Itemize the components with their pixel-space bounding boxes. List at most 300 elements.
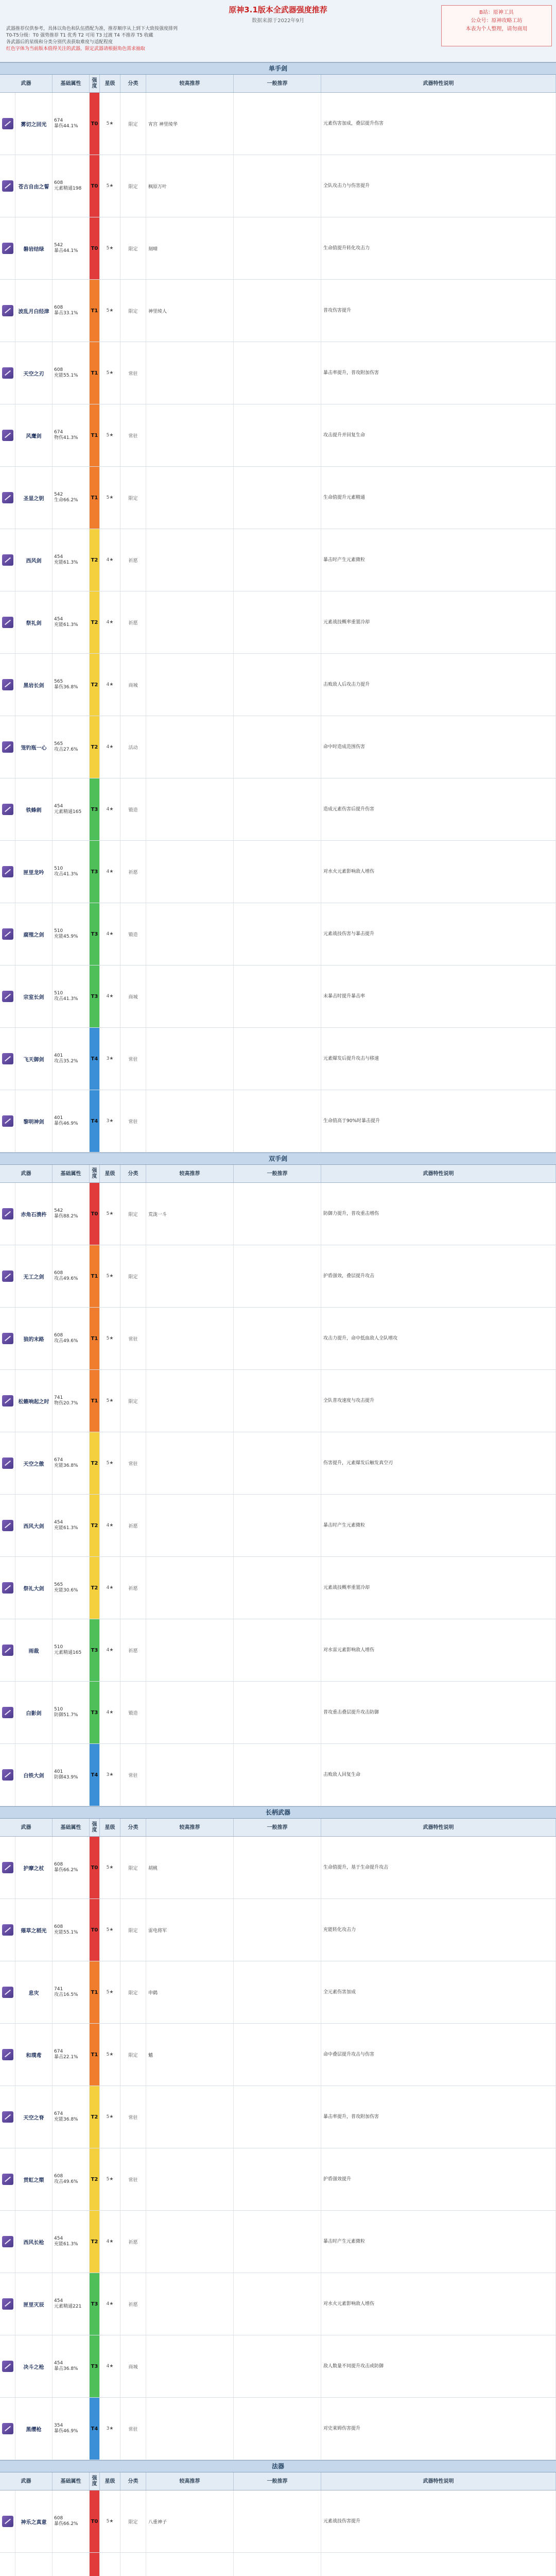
weapon-row	[0, 903, 556, 965]
weapon-icon-cell	[0, 1557, 15, 1619]
column-header-cell: 较高推荐	[146, 1165, 234, 1182]
weapon-icon-cell	[0, 2211, 15, 2273]
tier-badge: T3	[90, 2273, 100, 2335]
source-category: 常驻	[120, 1744, 146, 1806]
weapon-note: 元素战技概率重置冷却	[321, 1557, 556, 1619]
weapon-icon	[2, 2361, 13, 2372]
weapon-stats	[53, 2086, 90, 2148]
weapon-stat: 608	[54, 1862, 63, 1867]
weapon-icon	[2, 243, 13, 254]
weapon-name: 护摩之杖	[15, 1837, 53, 1899]
recommend-normal	[234, 2335, 321, 2397]
weapon-icon-cell	[0, 778, 15, 840]
tier-badge: T3	[90, 778, 100, 840]
weapon-row	[0, 591, 556, 654]
tier-badge: T2	[90, 1432, 100, 1494]
tier-badge: T1	[90, 280, 100, 342]
recommend-normal	[234, 2273, 321, 2335]
weapon-row	[0, 2211, 556, 2273]
page-title: 原神3.1版本全武器强度推荐	[229, 5, 327, 14]
weapon-row	[0, 467, 556, 529]
weapon-stats	[53, 1370, 90, 1432]
source-category: 祈愿	[120, 2211, 146, 2273]
recommend-high	[146, 342, 234, 404]
source-category: 限定	[120, 217, 146, 279]
weapon-stat: 608	[54, 2516, 63, 2521]
recommend-normal	[234, 2398, 321, 2460]
source-category: 限定	[120, 467, 146, 529]
recommend-high: 荒泷一斗	[146, 1183, 234, 1245]
tier-badge: T1	[90, 1961, 100, 2023]
weapon-name: 西风长枪	[15, 2211, 53, 2273]
weapon-stats	[53, 1557, 90, 1619]
recommend-normal	[234, 1308, 321, 1369]
weapon-icon-cell	[0, 2335, 15, 2397]
weapon-row	[0, 2148, 556, 2211]
weapon-stats	[53, 1619, 90, 1681]
weapon-stat: 741	[54, 1395, 63, 1400]
recommend-normal	[234, 1682, 321, 1743]
weapon-icon	[2, 804, 13, 815]
weapon-icon	[2, 1458, 13, 1469]
weapon-row	[0, 716, 556, 778]
tier-badge: T2	[90, 654, 100, 716]
recommend-normal	[234, 1557, 321, 1619]
source-category: 常驻	[120, 2086, 146, 2148]
header	[0, 0, 556, 62]
source-category: 限定	[120, 155, 146, 217]
source-category: 限定	[120, 1837, 146, 1899]
weapon-note: 暴击率提升，普攻附加伤害	[321, 342, 556, 404]
tier-badge: T3	[90, 965, 100, 1027]
weapon-stat: 攻击16.5%	[54, 1992, 78, 1997]
weapon-icon-cell	[0, 1090, 15, 1152]
author-box	[441, 5, 552, 46]
weapon-icon-cell	[0, 1682, 15, 1743]
recommend-normal	[234, 1837, 321, 1899]
recommend-normal	[234, 342, 321, 404]
weapon-stat: 充能30.6%	[54, 1588, 78, 1593]
star-rating: 5★	[100, 93, 120, 155]
column-header-cell: 武器	[0, 1819, 53, 1836]
recommend-high	[146, 1682, 234, 1743]
column-header-cell: 武器特性说明	[321, 1165, 556, 1182]
weapon-row	[0, 1495, 556, 1557]
weapon-name: 铁蜂刺	[15, 778, 53, 840]
recommend-high: 宵宫 神里绫华	[146, 93, 234, 155]
weapon-note: 暴击时产生元素微粒	[321, 529, 556, 591]
weapon-row	[0, 965, 556, 1028]
weapon-row	[0, 1837, 556, 1899]
weapon-row	[0, 404, 556, 467]
weapon-name: 腐殖之剑	[15, 903, 53, 965]
weapon-icon	[2, 1115, 13, 1127]
weapon-stat: 608	[54, 180, 63, 185]
weapon-stats	[53, 1899, 90, 1961]
weapon-name: 神乐之真意	[15, 2490, 53, 2552]
recommend-normal	[234, 1619, 321, 1681]
weapon-note: 全队普攻速度与攻击提升	[321, 1370, 556, 1432]
weapon-name	[15, 2553, 53, 2576]
star-rating: 4★	[100, 1682, 120, 1743]
weapon-stat: 674	[54, 2049, 63, 2054]
weapon-row	[0, 1432, 556, 1495]
weapon-row	[0, 2335, 556, 2398]
star-rating: 5★	[100, 2490, 120, 2552]
weapon-icon	[2, 2516, 13, 2527]
weapon-icon	[2, 1208, 13, 1219]
source-category: 限定	[120, 2490, 146, 2552]
column-header	[0, 2472, 556, 2490]
weapon-stat: 攻击49.6%	[54, 1276, 78, 1281]
weapon-note: 生命值提升转化攻击力	[321, 217, 556, 279]
tier-badge: T0	[90, 2490, 100, 2552]
weapon-stat: 608	[54, 2174, 63, 2179]
weapon-stat: 防御51.7%	[54, 1713, 78, 1718]
weapon-stat: 元素精通221	[54, 2304, 82, 2309]
weapon-name: 风鹰剑	[15, 404, 53, 466]
column-header-cell: 分类	[120, 2472, 146, 2490]
tier-badge: T1	[90, 1370, 100, 1432]
column-header-cell: 强度	[90, 1819, 100, 1836]
tier-badge: T0	[90, 155, 100, 217]
weapon-stat: 454	[54, 804, 63, 809]
weapon-stat: 401	[54, 1115, 63, 1121]
column-header-cell: 较高推荐	[146, 1819, 234, 1836]
weapon-stat: 攻击41.3%	[54, 996, 78, 1002]
weapon-tables	[0, 62, 556, 2576]
weapon-row	[0, 1899, 556, 1961]
tier-badge: T1	[90, 467, 100, 529]
recommend-normal	[234, 280, 321, 342]
weapon-icon-cell	[0, 2553, 15, 2576]
weapon-stat: 暴伤46.9%	[54, 2429, 78, 2434]
weapon-icon-cell	[0, 1245, 15, 1307]
recommend-high: 枫原万叶	[146, 155, 234, 217]
weapon-stats	[53, 217, 90, 279]
star-rating: 3★	[100, 2398, 120, 2460]
weapon-row	[0, 1744, 556, 1806]
weapon-name: 白铁大剑	[15, 1744, 53, 1806]
weapon-name: 笼钓瓶一心	[15, 716, 53, 778]
weapon-stats	[53, 1090, 90, 1152]
source-category: 常驻	[120, 1308, 146, 1369]
weapon-section	[0, 1806, 556, 2460]
weapon-note: 全元素伤害加成	[321, 1961, 556, 2023]
recommend-high	[146, 404, 234, 466]
weapon-name: 宗室长剑	[15, 965, 53, 1027]
weapon-note: 对水雷元素影响敌人增伤	[321, 1619, 556, 1681]
weapon-stats	[53, 778, 90, 840]
weapon-icon	[2, 1924, 13, 1936]
weapon-row	[0, 841, 556, 903]
weapon-stats	[53, 2211, 90, 2273]
weapon-icon	[2, 2174, 13, 2185]
weapon-note: 普攻重击叠层提升攻击防御	[321, 1682, 556, 1743]
weapon-stats	[53, 1183, 90, 1245]
weapon-note: 暴击率提升，普攻附加伤害	[321, 2086, 556, 2148]
weapon-stats	[53, 2398, 90, 2460]
weapon-stat: 510	[54, 866, 63, 871]
weapon-name: 匣里龙吟	[15, 841, 53, 903]
weapon-stats	[53, 1837, 90, 1899]
weapon-row	[0, 1308, 556, 1370]
weapon-stat: 攻击49.6%	[54, 1338, 78, 1344]
weapon-stat: 暴伤36.8%	[54, 685, 78, 690]
recommend-high	[146, 1308, 234, 1369]
weapon-icon-cell	[0, 2086, 15, 2148]
recommend-high	[146, 841, 234, 903]
weapon-stats	[53, 93, 90, 155]
weapon-stat: 元素精通198	[54, 186, 82, 191]
recommend-normal	[234, 93, 321, 155]
weapon-stat: 741	[54, 1987, 63, 1992]
recommend-normal	[234, 404, 321, 466]
weapon-icon	[2, 1053, 13, 1064]
column-header-cell: 较高推荐	[146, 75, 234, 92]
weapon-stat: 物伤41.3%	[54, 435, 78, 440]
star-rating: 5★	[100, 1837, 120, 1899]
column-header-cell: 星级	[100, 75, 120, 92]
weapon-stat: 674	[54, 1458, 63, 1463]
recommend-normal	[234, 1028, 321, 1090]
weapon-icon-cell	[0, 1370, 15, 1432]
tier-badge: T1	[90, 342, 100, 404]
recommend-normal	[234, 155, 321, 217]
weapon-note: 护盾强效，叠层提升攻击	[321, 1245, 556, 1307]
weapon-stats	[53, 903, 90, 965]
source-category: 限定	[120, 280, 146, 342]
weapon-name: 祭礼大剑	[15, 1557, 53, 1619]
weapon-stat: 674	[54, 430, 63, 435]
recommend-high: 魈	[146, 2024, 234, 2086]
weapon-icon-cell	[0, 1837, 15, 1899]
weapon-icon	[2, 1987, 13, 1998]
weapon-icon	[2, 1333, 13, 1344]
recommend-high	[146, 654, 234, 716]
weapon-icon-cell	[0, 1495, 15, 1556]
weapon-row	[0, 93, 556, 155]
star-rating: 4★	[100, 2211, 120, 2273]
weapon-stat: 608	[54, 1924, 63, 1929]
weapon-note: 敌人数量不同提升攻击或防御	[321, 2335, 556, 2397]
weapon-icon	[2, 1862, 13, 1873]
weapon-icon-cell	[0, 1028, 15, 1090]
weapon-name: 息灾	[15, 1961, 53, 2023]
star-rating: 5★	[100, 1899, 120, 1961]
author-line: 公众号：原神攻略工坊	[471, 18, 523, 24]
weapon-note: 击败敌人回复生命	[321, 1744, 556, 1806]
weapon-stat: 元素精通165	[54, 1650, 82, 1655]
recommend-high	[146, 591, 234, 653]
weapon-stat: 充能36.8%	[54, 2117, 78, 2122]
recommend-high	[146, 2398, 234, 2460]
recommend-high	[146, 1245, 234, 1307]
column-header-cell: 一般推荐	[234, 1165, 321, 1182]
column-header-cell: 武器特性说明	[321, 1819, 556, 1836]
weapon-row	[0, 342, 556, 404]
column-header-cell: 强度	[90, 75, 100, 92]
tier-badge: T3	[90, 1682, 100, 1743]
weapon-icon-cell	[0, 1619, 15, 1681]
recommend-high	[146, 2211, 234, 2273]
recommend-high	[146, 1028, 234, 1090]
recommend-high	[146, 1619, 234, 1681]
recommend-high: 八重神子	[146, 2490, 234, 2552]
weapon-note: 未暴击时提升暴击率	[321, 965, 556, 1027]
weapon-note: 普攻伤害提升	[321, 280, 556, 342]
weapon-stat: 暴伤66.2%	[54, 2521, 78, 2527]
weapon-row	[0, 2273, 556, 2335]
recommend-normal	[234, 1090, 321, 1152]
weapon-stat: 608	[54, 367, 63, 372]
weapon-stat: 565	[54, 679, 63, 684]
note-line: 各武器后的星级和分类分别代表获取难度与适配程度	[6, 40, 113, 45]
weapon-stats	[53, 2553, 90, 2576]
weapon-name: 波乱月白经津	[15, 280, 53, 342]
weapon-icon	[2, 741, 13, 753]
source-category: 限定	[120, 2024, 146, 2086]
weapon-stats	[53, 1028, 90, 1090]
column-header-cell: 基础属性	[53, 2472, 90, 2490]
star-rating: 5★	[100, 404, 120, 466]
weapon-row	[0, 654, 556, 716]
recommend-high: 神里绫人	[146, 280, 234, 342]
weapon-icon-cell	[0, 404, 15, 466]
weapon-icon	[2, 679, 13, 690]
source-category: 商城	[120, 965, 146, 1027]
recommend-normal	[234, 2490, 321, 2552]
weapon-note: 对水火元素影响敌人增伤	[321, 2273, 556, 2335]
tier-badge: T3	[90, 841, 100, 903]
source-category: 祈愿	[120, 841, 146, 903]
weapon-icon-cell	[0, 217, 15, 279]
star-rating: 5★	[100, 1432, 120, 1494]
weapon-icon	[2, 991, 13, 1002]
weapon-icon-cell	[0, 654, 15, 716]
star-rating: 4★	[100, 529, 120, 591]
column-header-cell: 一般推荐	[234, 2472, 321, 2490]
weapon-stats	[53, 1495, 90, 1556]
weapon-stat: 暴伤46.9%	[54, 1121, 78, 1126]
column-header-cell: 较高推荐	[146, 2472, 234, 2490]
weapon-icon-cell	[0, 716, 15, 778]
weapon-icon	[2, 617, 13, 628]
weapon-stats	[53, 654, 90, 716]
weapon-name: 决斗之枪	[15, 2335, 53, 2397]
weapon-icon-cell	[0, 467, 15, 529]
note-line: 武器推荐仅供参考，具体以角色和队伍搭配为准，推荐顺序从上到下大致按强度排列	[6, 26, 178, 31]
source-category: 常驻	[120, 2398, 146, 2460]
weapon-icon-cell	[0, 903, 15, 965]
star-rating: 5★	[100, 342, 120, 404]
recommend-normal	[234, 2148, 321, 2210]
tier-badge: T2	[90, 591, 100, 653]
tier-badge: T4	[90, 1028, 100, 1090]
weapon-section	[0, 2460, 556, 2576]
weapon-stats	[53, 2335, 90, 2397]
weapon-note: 暴击时产生元素微粒	[321, 1495, 556, 1556]
weapon-note: 攻击力提升，命中低血敌人全队增攻	[321, 1308, 556, 1369]
weapon-stat: 攻击41.3%	[54, 872, 78, 877]
weapon-stat: 暴伤44.1%	[54, 124, 78, 129]
column-header-cell: 武器	[0, 75, 53, 92]
tier-badge: T0	[90, 217, 100, 279]
source-category: 锻造	[120, 903, 146, 965]
weapon-stat: 元素精通165	[54, 809, 82, 815]
weapon-row	[0, 1619, 556, 1682]
tier-badge: T3	[90, 903, 100, 965]
weapon-name: 西风大剑	[15, 1495, 53, 1556]
weapon-stats	[53, 342, 90, 404]
star-rating: 5★	[100, 1308, 120, 1369]
star-rating: 4★	[100, 654, 120, 716]
weapon-stat: 物伤20.7%	[54, 1401, 78, 1406]
weapon-icon	[2, 1582, 13, 1594]
weapon-stat: 674	[54, 2111, 63, 2116]
weapon-note: 护盾强效提升	[321, 2148, 556, 2210]
weapon-stats	[53, 1432, 90, 1494]
recommend-high	[146, 1090, 234, 1152]
weapon-icon	[2, 1645, 13, 1656]
weapon-icon	[2, 928, 13, 940]
weapon-note: 对水火元素影响敌人增伤	[321, 841, 556, 903]
recommend-normal	[234, 591, 321, 653]
weapon-name: 和璞鸢	[15, 2024, 53, 2086]
tier-badge: T1	[90, 1308, 100, 1369]
column-header-cell: 强度	[90, 1165, 100, 1182]
weapon-name: 苍古自由之誓	[15, 155, 53, 217]
recommend-high	[146, 2086, 234, 2148]
column-header-cell: 强度	[90, 2472, 100, 2490]
weapon-row	[0, 1183, 556, 1245]
weapon-stat: 401	[54, 1053, 63, 1058]
column-header-cell: 基础属性	[53, 1819, 90, 1836]
tier-badge: T0	[90, 1183, 100, 1245]
source-category	[120, 2553, 146, 2576]
star-rating: 5★	[100, 1370, 120, 1432]
recommend-high	[146, 1744, 234, 1806]
star-rating: 5★	[100, 2148, 120, 2210]
weapon-icon	[2, 2111, 13, 2123]
recommend-normal	[234, 903, 321, 965]
weapon-stats	[53, 1744, 90, 1806]
weapon-icon-cell	[0, 529, 15, 591]
weapon-note: 击败敌人后攻击力提升	[321, 654, 556, 716]
recommend-normal	[234, 1899, 321, 1961]
recommend-high	[146, 2335, 234, 2397]
tier-badge: T1	[90, 2024, 100, 2086]
source-category: 祈愿	[120, 529, 146, 591]
weapon-stats	[53, 404, 90, 466]
weapon-stat: 充能36.8%	[54, 1463, 78, 1468]
weapon-stats	[53, 280, 90, 342]
weapon-note: 伤害提升，元素爆发后触发真空刃	[321, 1432, 556, 1494]
weapon-stats	[53, 2490, 90, 2552]
star-rating: 5★	[100, 2024, 120, 2086]
weapon-icon-cell	[0, 841, 15, 903]
weapon-name: 天空之刃	[15, 342, 53, 404]
weapon-icon-cell	[0, 1308, 15, 1369]
star-rating: 5★	[100, 2086, 120, 2148]
weapon-note	[321, 2553, 556, 2576]
weapon-icon-cell	[0, 591, 15, 653]
star-rating: 4★	[100, 1619, 120, 1681]
column-header	[0, 1819, 556, 1837]
star-rating: 4★	[100, 841, 120, 903]
weapon-stat: 充能61.3%	[54, 2242, 78, 2247]
star-rating: 4★	[100, 2273, 120, 2335]
